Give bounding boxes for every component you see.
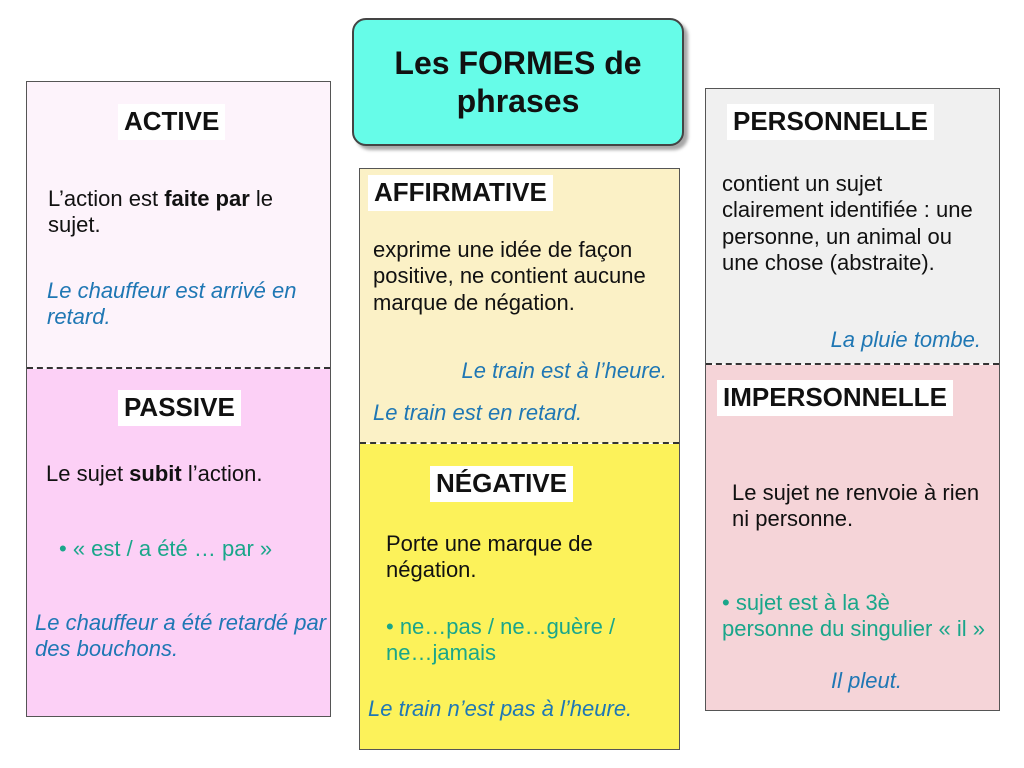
passive-definition	[46, 461, 326, 487]
passive-text-pre: Le sujet	[46, 461, 130, 486]
affirmative-definition: exprime une idée de façon positive, ne contient aucune marque de négation.	[373, 237, 646, 315]
page-title	[352, 18, 684, 146]
title-text: Les FORMES de phrases	[394, 44, 642, 119]
active-label: ACTIVE	[118, 104, 225, 140]
negative-example: Le train n’est pas à l’heure.	[368, 696, 633, 721]
affirmative-negative-column	[359, 168, 680, 750]
affirmative-example-2: Le train est en retard.	[373, 400, 583, 425]
active-example: Le chauffeur est arrivé en retard.	[47, 278, 297, 330]
personal-example: La pluie tombe.	[830, 327, 981, 352]
personal-impersonal-column	[705, 88, 1000, 711]
negative-bullet: • ne…pas / ne…guère / ne…jamais	[386, 614, 616, 666]
active-section	[27, 82, 330, 368]
impersonal-label: IMPERSONNELLE	[717, 380, 953, 416]
passive-bullet: • « est / a été … par »	[59, 536, 273, 561]
impersonal-section	[706, 365, 999, 710]
impersonal-example: Il pleut.	[831, 668, 902, 693]
active-definition	[48, 186, 318, 239]
impersonal-bullet: • sujet est à la 3è personne du singulier « il »	[722, 590, 985, 642]
personal-section	[706, 89, 999, 364]
negative-label: NÉGATIVE	[430, 466, 573, 502]
impersonal-definition: Le sujet ne renvoie à rien ni personne.	[732, 480, 980, 532]
affirmative-example-1: Le train est à l’heure.	[461, 358, 667, 383]
affirmative-label: AFFIRMATIVE	[368, 175, 553, 211]
active-text-pre: L’action est	[48, 186, 165, 211]
passive-label: PASSIVE	[118, 390, 241, 426]
active-passive-column	[26, 81, 331, 717]
passive-section	[27, 369, 330, 716]
active-text-bold: faite par	[164, 186, 250, 211]
personal-definition: contient un sujet clairement identifiée : une personne, un animal ou une chose (abstraite).	[722, 171, 973, 276]
affirmative-section	[360, 169, 679, 443]
passive-example: Le chauffeur a été retardé par des bouchons.	[35, 610, 327, 662]
passive-text-bold: subit	[129, 461, 182, 486]
negative-section	[360, 444, 679, 749]
passive-text-post: l’action.	[181, 461, 263, 486]
active-text-post: le sujet.	[48, 186, 274, 238]
negative-definition: Porte une marque de négation.	[386, 531, 593, 583]
personal-label: PERSONNELLE	[727, 104, 934, 140]
